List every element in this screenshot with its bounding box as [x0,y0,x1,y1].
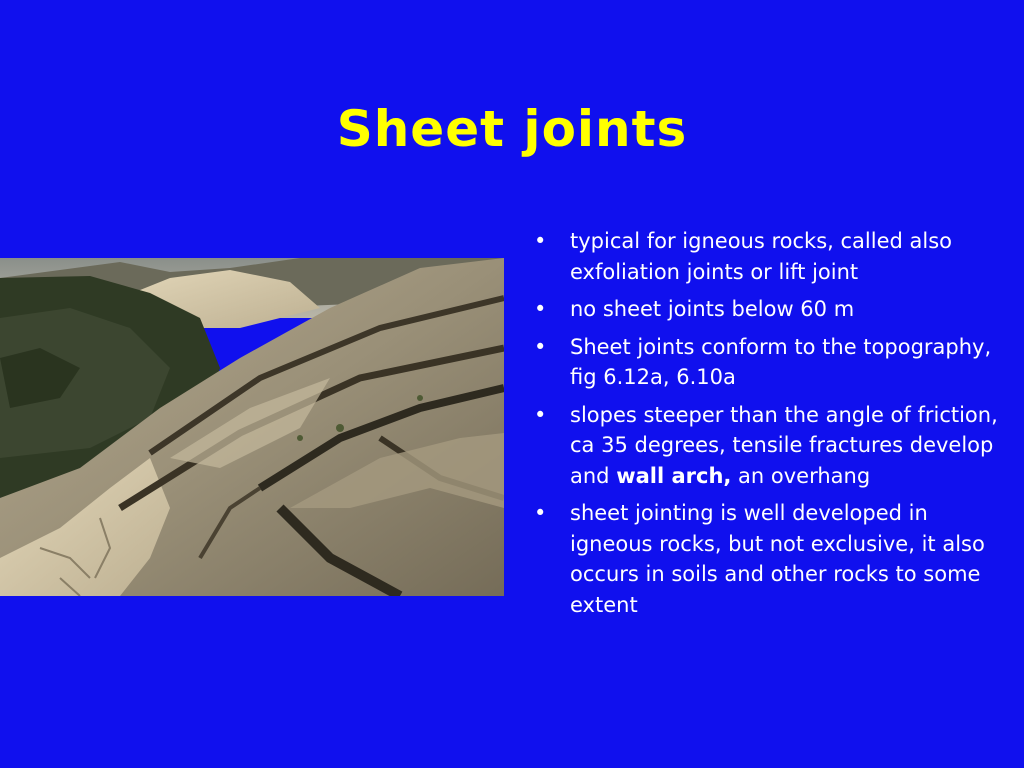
rock-slope-image [0,258,504,596]
bullet-item [532,400,1016,492]
bullet-marker: • [534,402,547,427]
bullet-item [532,226,1016,287]
bullet-text: Sheet joints conform to the topography, fig 6.12a, 6.10a [570,334,992,389]
bullet-text: no sheet joints below 60 m [570,297,855,321]
bullet-item [532,294,1016,325]
bullet-marker: • [534,334,547,359]
bullet-text-before: slopes steeper than the angle of friction, ca 35 degrees, tensile fractures develop and [570,402,998,488]
slide-title: Sheet joints [336,100,688,158]
bullet-item [532,332,1016,393]
sheet-joints-photo [0,258,504,596]
bullet-item [532,498,1016,620]
bullet-marker: • [534,229,547,253]
bullet-marker: • [534,501,547,525]
bullet-list [532,226,1016,627]
bullet-text: sheet jointing is well developed in igneous rocks, but not exclusive, it also occurs in soils and other rocks to some extent [570,501,985,617]
bullet-bold-term: wall arch, [616,463,732,488]
bullet-text: typical for igneous rocks, called also exfoliation joints or lift joint [570,229,952,284]
bullet-text-after: an overhang [731,463,871,488]
bullet-marker: • [534,297,547,321]
